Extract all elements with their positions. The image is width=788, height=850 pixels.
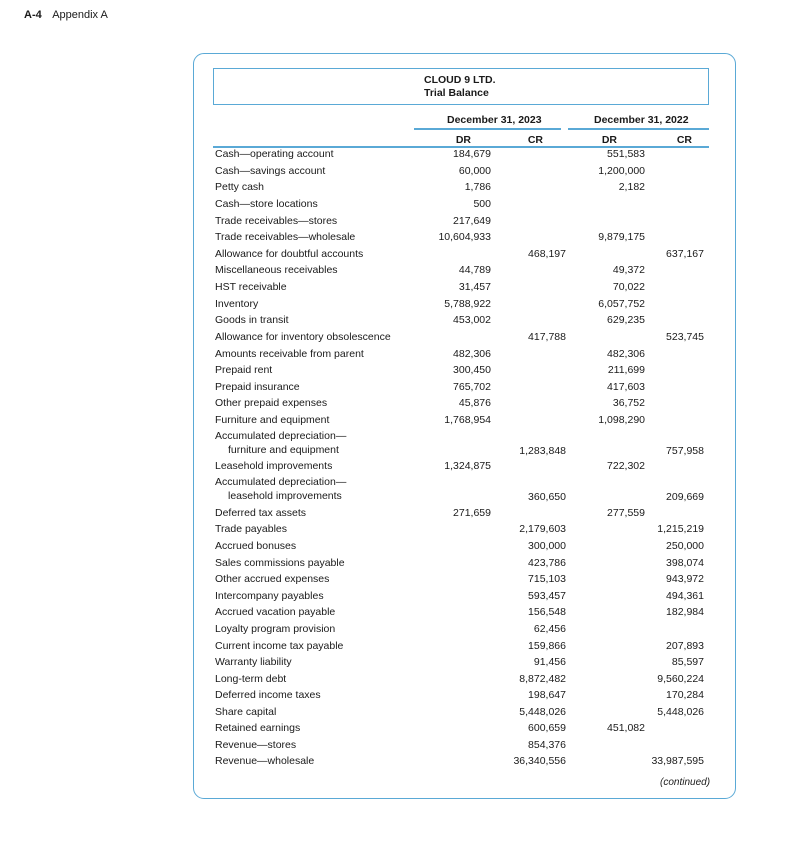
table-row bbox=[0, 215, 788, 232]
period-header-2022: December 31, 2022 bbox=[594, 114, 689, 126]
value-cr-2023: 36,340,556 bbox=[513, 755, 566, 767]
value-dr-2023: 482,306 bbox=[453, 348, 491, 360]
period-underline-2022 bbox=[568, 128, 709, 130]
value-dr-2023: 500 bbox=[473, 198, 491, 210]
table-row bbox=[0, 148, 788, 165]
table-row bbox=[0, 281, 788, 298]
table-row bbox=[0, 623, 788, 640]
table-row bbox=[0, 722, 788, 739]
period-header-2023: December 31, 2023 bbox=[447, 114, 542, 126]
value-cr-2023: 62,456 bbox=[533, 623, 566, 635]
table-row bbox=[0, 739, 788, 756]
account-label bbox=[215, 476, 346, 502]
value-cr-2022: 182,984 bbox=[666, 606, 704, 618]
account-label-line1: Leasehold improvements bbox=[215, 460, 333, 472]
account-label-line1: Other accrued expenses bbox=[215, 573, 330, 585]
account-label bbox=[215, 348, 364, 360]
value-cr-2022: 943,972 bbox=[666, 573, 704, 585]
table-row bbox=[0, 264, 788, 281]
value-dr-2022: 722,302 bbox=[607, 460, 645, 472]
account-label bbox=[215, 430, 346, 456]
value-dr-2023: 1,324,875 bbox=[444, 460, 491, 472]
account-label bbox=[215, 215, 337, 227]
value-cr-2022: 398,074 bbox=[666, 557, 704, 569]
value-cr-2022: 9,560,224 bbox=[657, 673, 704, 685]
value-dr-2023: 217,649 bbox=[453, 215, 491, 227]
account-label bbox=[215, 314, 289, 326]
value-dr-2023: 44,789 bbox=[458, 264, 491, 276]
value-dr-2022: 482,306 bbox=[607, 348, 645, 360]
table-row bbox=[0, 248, 788, 265]
value-dr-2022: 211,699 bbox=[607, 364, 645, 376]
account-label bbox=[215, 540, 296, 552]
table-row bbox=[0, 414, 788, 431]
table-row bbox=[0, 331, 788, 348]
account-label-line1: Petty cash bbox=[215, 181, 265, 193]
account-label bbox=[215, 231, 355, 243]
account-label bbox=[215, 298, 258, 310]
value-dr-2022: 2,182 bbox=[618, 181, 645, 193]
table-row bbox=[0, 348, 788, 365]
table-row bbox=[0, 706, 788, 723]
value-dr-2022: 9,879,175 bbox=[598, 231, 645, 243]
table-row bbox=[0, 673, 788, 690]
account-label-line1: Deferred income taxes bbox=[215, 689, 321, 701]
table-row bbox=[0, 364, 788, 381]
value-cr-2022: 33,987,595 bbox=[651, 755, 704, 767]
table-row bbox=[0, 181, 788, 198]
value-dr-2023: 45,876 bbox=[458, 397, 491, 409]
value-dr-2023: 300,450 bbox=[453, 364, 491, 376]
value-cr-2022: 209,669 bbox=[666, 491, 704, 503]
value-dr-2023: 5,788,922 bbox=[444, 298, 491, 310]
value-cr-2023: 417,788 bbox=[528, 331, 566, 343]
account-label-line2: furniture and equipment bbox=[228, 444, 339, 456]
account-label-line1: Sales commissions payable bbox=[215, 557, 345, 569]
value-cr-2023: 593,457 bbox=[528, 590, 566, 602]
account-label bbox=[215, 148, 334, 160]
account-label-line1: Other prepaid expenses bbox=[215, 397, 328, 409]
value-cr-2023: 2,179,603 bbox=[519, 523, 566, 535]
value-cr-2023: 91,456 bbox=[533, 656, 566, 668]
account-label-line1: Warranty liability bbox=[215, 656, 292, 668]
value-cr-2023: 159,866 bbox=[528, 640, 566, 652]
period-underline-2023 bbox=[414, 128, 561, 130]
account-label-line1: Intercompany payables bbox=[215, 590, 324, 602]
account-label bbox=[215, 606, 335, 618]
table-row bbox=[0, 590, 788, 607]
account-label-line1: Cash—store locations bbox=[215, 198, 318, 210]
value-dr-2022: 1,200,000 bbox=[598, 165, 645, 177]
value-cr-2022: 207,893 bbox=[666, 640, 704, 652]
value-dr-2022: 6,057,752 bbox=[598, 298, 645, 310]
account-label-line1: Cash—operating account bbox=[215, 148, 334, 160]
table-row bbox=[0, 298, 788, 315]
value-dr-2023: 271,659 bbox=[453, 507, 491, 519]
account-label-line1: Accumulated depreciation— bbox=[215, 476, 347, 488]
value-cr-2022: 170,284 bbox=[666, 689, 704, 701]
account-label bbox=[215, 706, 276, 718]
account-label bbox=[215, 507, 306, 519]
value-dr-2022: 1,098,290 bbox=[598, 414, 645, 426]
account-label bbox=[215, 755, 314, 767]
value-cr-2023: 360,650 bbox=[528, 491, 566, 503]
account-label bbox=[215, 248, 363, 260]
account-label bbox=[215, 331, 391, 343]
page-header bbox=[24, 9, 108, 21]
value-cr-2023: 300,000 bbox=[528, 540, 566, 552]
value-dr-2023: 453,002 bbox=[453, 314, 491, 326]
table-row bbox=[0, 523, 788, 540]
account-label-line1: Loyalty program provision bbox=[215, 623, 336, 635]
value-cr-2023: 715,103 bbox=[528, 573, 566, 585]
account-label-line1: Trade receivables—wholesale bbox=[215, 231, 356, 243]
table-row bbox=[0, 460, 788, 477]
table-row bbox=[0, 198, 788, 215]
account-label bbox=[215, 573, 329, 585]
account-label-line1: Share capital bbox=[215, 706, 277, 718]
account-label-line1: Accumulated depreciation— bbox=[215, 430, 347, 442]
table-row bbox=[0, 689, 788, 706]
account-label-line1: Inventory bbox=[215, 298, 259, 310]
value-dr-2023: 60,000 bbox=[458, 165, 491, 177]
col-header-dr-2022: DR bbox=[601, 134, 617, 146]
account-label-line1: Long-term debt bbox=[215, 673, 287, 685]
table-row bbox=[0, 314, 788, 331]
account-label bbox=[215, 381, 300, 393]
value-cr-2023: 423,786 bbox=[528, 557, 566, 569]
account-label-line1: Miscellaneous receivables bbox=[215, 264, 338, 276]
table-row bbox=[0, 755, 788, 772]
value-dr-2022: 451,082 bbox=[607, 722, 645, 734]
value-cr-2023: 1,283,848 bbox=[519, 445, 566, 457]
value-dr-2023: 765,702 bbox=[453, 381, 491, 393]
account-label-line1: Revenue—stores bbox=[215, 739, 297, 751]
table-row bbox=[0, 540, 788, 557]
account-label-line1: Retained earnings bbox=[215, 722, 301, 734]
value-cr-2023: 600,659 bbox=[528, 722, 566, 734]
value-dr-2022: 551,583 bbox=[607, 148, 645, 160]
account-label-line1: Current income tax payable bbox=[215, 640, 344, 652]
value-dr-2022: 277,559 bbox=[607, 507, 645, 519]
account-label bbox=[215, 364, 272, 376]
table-row bbox=[0, 381, 788, 398]
value-dr-2022: 70,022 bbox=[612, 281, 645, 293]
account-label-line1: Allowance for doubtful accounts bbox=[215, 248, 364, 260]
table-row bbox=[0, 656, 788, 673]
account-label bbox=[215, 460, 332, 472]
account-label-line1: Furniture and equipment bbox=[215, 414, 330, 426]
table-title-box bbox=[213, 68, 709, 105]
account-label bbox=[215, 689, 321, 701]
col-header-cr-2022: CR bbox=[676, 134, 692, 146]
account-label-line1: Prepaid insurance bbox=[215, 381, 300, 393]
col-header-dr-2023: DR bbox=[455, 134, 471, 146]
account-label-line1: Cash—savings account bbox=[215, 165, 326, 177]
value-dr-2022: 49,372 bbox=[612, 264, 645, 276]
account-label-line1: Prepaid rent bbox=[215, 364, 273, 376]
account-label bbox=[215, 414, 329, 426]
value-cr-2022: 523,745 bbox=[666, 331, 704, 343]
value-cr-2023: 156,548 bbox=[528, 606, 566, 618]
account-label bbox=[215, 656, 292, 668]
value-cr-2023: 468,197 bbox=[528, 248, 566, 260]
account-label bbox=[215, 198, 318, 210]
table-row bbox=[0, 231, 788, 248]
account-label bbox=[215, 590, 324, 602]
table-row bbox=[0, 640, 788, 657]
value-cr-2022: 85,597 bbox=[671, 656, 704, 668]
account-label-line1: Trade payables bbox=[215, 523, 287, 535]
value-cr-2022: 5,448,026 bbox=[657, 706, 704, 718]
value-cr-2022: 250,000 bbox=[666, 540, 704, 552]
table-row bbox=[0, 507, 788, 524]
table-row bbox=[0, 430, 788, 457]
value-dr-2023: 31,457 bbox=[458, 281, 491, 293]
value-cr-2022: 1,215,219 bbox=[657, 523, 704, 535]
value-cr-2022: 494,361 bbox=[666, 590, 704, 602]
account-label-line1: Goods in transit bbox=[215, 314, 289, 326]
continued-note: (continued) bbox=[660, 777, 711, 788]
account-label-line1: Trade receivables—stores bbox=[215, 215, 338, 227]
account-label bbox=[215, 557, 345, 569]
value-cr-2023: 854,376 bbox=[528, 739, 566, 751]
account-label bbox=[215, 165, 325, 177]
table-row bbox=[0, 557, 788, 574]
table-row bbox=[0, 476, 788, 503]
account-label bbox=[215, 181, 264, 193]
statement-title: Trial Balance bbox=[424, 87, 489, 99]
value-dr-2022: 629,235 bbox=[607, 314, 645, 326]
account-label bbox=[215, 673, 286, 685]
account-label bbox=[215, 397, 327, 409]
value-dr-2023: 184,679 bbox=[453, 148, 491, 160]
value-cr-2023: 5,448,026 bbox=[519, 706, 566, 718]
value-cr-2023: 8,872,482 bbox=[519, 673, 566, 685]
account-label-line1: Deferred tax assets bbox=[215, 507, 307, 519]
page-number: A-4 bbox=[24, 9, 42, 21]
col-header-cr-2023: CR bbox=[527, 134, 543, 146]
account-label bbox=[215, 281, 287, 293]
table-row bbox=[0, 165, 788, 182]
account-label-line1: Amounts receivable from parent bbox=[215, 348, 364, 360]
account-label-line1: HST receivable bbox=[215, 281, 287, 293]
account-label-line1: Allowance for inventory obsolescence bbox=[215, 331, 391, 343]
value-cr-2022: 637,167 bbox=[666, 248, 704, 260]
value-dr-2023: 1,786 bbox=[464, 181, 491, 193]
value-dr-2023: 1,768,954 bbox=[444, 414, 491, 426]
value-dr-2023: 10,604,933 bbox=[438, 231, 491, 243]
account-label bbox=[215, 739, 296, 751]
account-label-line1: Accrued bonuses bbox=[215, 540, 297, 552]
value-cr-2023: 198,647 bbox=[528, 689, 566, 701]
value-dr-2022: 36,752 bbox=[612, 397, 645, 409]
value-dr-2022: 417,603 bbox=[607, 381, 645, 393]
account-label-line2: leasehold improvements bbox=[228, 490, 342, 502]
account-label bbox=[215, 623, 335, 635]
table-row bbox=[0, 606, 788, 623]
page-section-title: Appendix A bbox=[52, 9, 108, 21]
company-name: CLOUD 9 LTD. bbox=[424, 74, 496, 86]
account-label bbox=[215, 640, 343, 652]
table-row bbox=[0, 397, 788, 414]
account-label bbox=[215, 722, 300, 734]
account-label bbox=[215, 523, 287, 535]
table-row bbox=[0, 573, 788, 590]
account-label-line1: Revenue—wholesale bbox=[215, 755, 315, 767]
value-cr-2022: 757,958 bbox=[666, 445, 704, 457]
account-label bbox=[215, 264, 338, 276]
account-label-line1: Accrued vacation payable bbox=[215, 606, 336, 618]
